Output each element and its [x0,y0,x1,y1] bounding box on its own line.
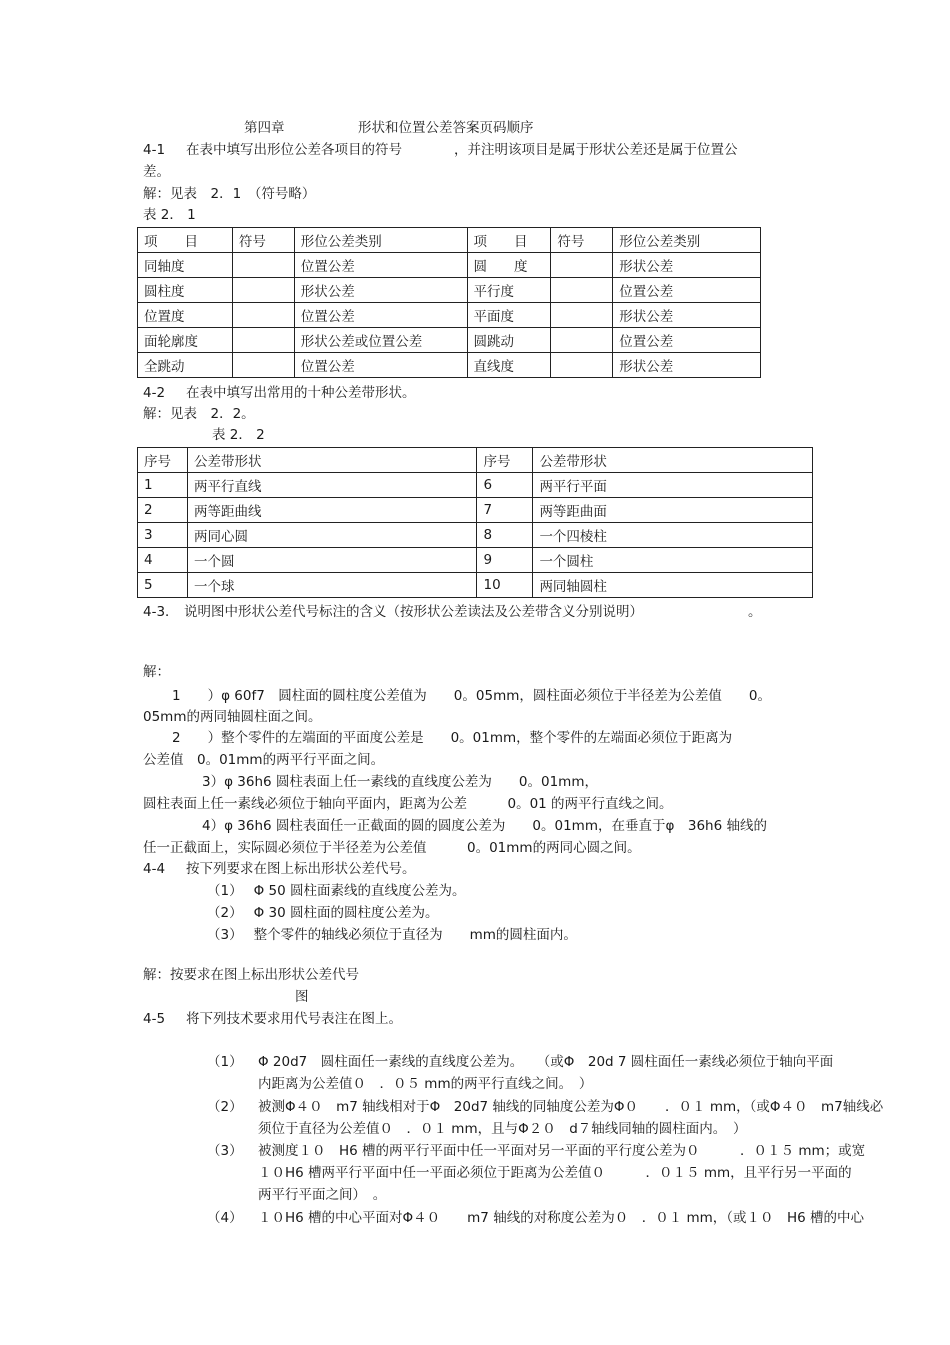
table-row [138,278,761,303]
table-row [138,548,813,573]
table-cell [551,253,613,278]
table-cell: 全跳动 [138,353,233,378]
table-row [138,328,761,353]
header-cell: 序号 [138,448,188,473]
header-cell: 项 目 [467,228,551,253]
table-cell: 两平行直线 [187,473,477,498]
q41-text-cont: ，并注明该项目是属于形状公差还是属于位置公 [454,142,738,158]
table-cell [551,353,613,378]
chapter-title: 形状和位置公差答案页码顺序 [358,120,534,136]
table-cell: 位置公差 [613,328,761,353]
table-cell: 两同心圆 [187,523,477,548]
header-cell: 符号 [551,228,613,253]
q45-item-3-line2: １０H6 槽两平行平面中任一平面必须位于距离为公差值０ ．０１５ mm，且平行另一平面的 [258,1165,852,1181]
table-cell: 圆跳动 [467,328,551,353]
q45-item-1-line1: Φ 20d7 圆柱面任一素线的直线度公差为。 （或Φ 20d 7 圆柱面任一素线必须位于轴向平面 [258,1054,834,1070]
table-row [138,303,761,328]
table-row [138,253,761,278]
table-cell: 一个四棱柱 [533,523,813,548]
q42-number: 4-2 [143,385,166,401]
q44-item-3: （3） 整个零件的轴线必须位于直径为 mm的圆柱面内。 [207,927,577,943]
table-cell: 位置公差 [613,278,761,303]
chapter-number: 第四章 [244,120,285,136]
header-cell: 公差带形状 [533,448,813,473]
table-cell: 位置公差 [294,353,467,378]
q45-text: 将下列技术要求用代号表注在图上。 [186,1011,402,1027]
q43-a4-line1: 4）φ 36h6 圆柱表面任一正截面的圆的圆度公差为 0。01mm，在垂直于φ 36h6 轴线的 [202,818,767,834]
q44-answer: 解：按要求在图上标出形状公差代号 [143,967,359,983]
q43-a1-line2: 05mm的两同轴圆柱面之间。 [143,709,322,725]
table-cell: 3 [138,523,188,548]
table-cell [232,278,294,303]
table-cell: 4 [138,548,188,573]
q42-text: 在表中填写出常用的十种公差带形状。 [186,385,416,401]
table-cell: 位置公差 [294,303,467,328]
table-cell: 平面度 [467,303,551,328]
q43-a4-line2: 任一正截面上，实际圆必须位于半径差为公差值 0。01mm的两同心圆之间。 [143,840,641,856]
header-cell: 公差带形状 [187,448,477,473]
table-row [138,353,761,378]
table-cell: 面轮廓度 [138,328,233,353]
q45-item-4-line1: １０H6 槽的中心平面对Φ４０ m7 轴线的对称度公差为０ ．０１ mm，（或１０ H6 槽的中心 [258,1210,865,1226]
table-cell: 直线度 [467,353,551,378]
q41-text-end: 差。 [143,164,170,180]
table-cell: 两等距曲线 [187,498,477,523]
table-cell: 形状公差 [613,303,761,328]
table-cell: 圆 度 [467,253,551,278]
q41-number: 4-1 [143,142,166,158]
table-header-row [138,448,813,473]
table-cell: 6 [477,473,533,498]
table-cell: 形状公差 [294,278,467,303]
q43-number: 4-3． [143,604,179,620]
q43-answer: 解： [143,664,170,680]
table-cell: 两等距曲面 [533,498,813,523]
q44-number: 4-4 [143,861,166,877]
table-2-1-label: 表 2． 1 [143,207,196,223]
table-cell: 9 [477,548,533,573]
table-cell [232,353,294,378]
q42-answer: 解：见表 2．2。 [143,406,255,422]
table-cell: 2 [138,498,188,523]
q45-item-1-number: （1） [207,1054,243,1070]
table-cell: 位置公差 [294,253,467,278]
table-cell: 形状公差或位置公差 [294,328,467,353]
q43-text-end: 。 [748,604,762,620]
table-cell: 形状公差 [613,353,761,378]
table-cell [551,303,613,328]
table-cell [232,328,294,353]
table-cell: 圆柱度 [138,278,233,303]
table-2-1 [137,227,761,378]
q41-text: 在表中填写出形位公差各项目的符号 [186,142,402,158]
table-row [138,573,813,598]
table-cell: 两平行平面 [533,473,813,498]
q44-item-1: （1） Φ 50 圆柱面素线的直线度公差为。 [207,883,466,899]
table-cell [232,253,294,278]
table-cell: 两同轴圆柱 [533,573,813,598]
table-row [138,523,813,548]
q41-answer: 解：见表 2．1 （符号略） [143,186,316,202]
table-cell: 一个圆柱 [533,548,813,573]
q43-a2-line1: 2 ）整个零件的左端面的平面度公差是 0。01mm，整个零件的左端面必须位于距离为 [172,730,733,746]
q45-number: 4-5 [143,1011,166,1027]
header-cell: 序号 [477,448,533,473]
table-cell: 7 [477,498,533,523]
q45-item-2-line1: 被测Φ４０ m7 轴线相对于Φ 20d7 轴线的同轴度公差为Φ０ ．０１ mm，（或Φ４０ m7轴线必 [258,1099,884,1115]
table-cell: 位置度 [138,303,233,328]
table-cell [551,328,613,353]
q43-a2-line2: 公差值 0。01mm的两平行平面之间。 [143,752,385,768]
header-cell: 形位公差类别 [294,228,467,253]
table-cell [232,303,294,328]
table-cell [551,278,613,303]
table-cell: 5 [138,573,188,598]
table-cell: 一个球 [187,573,477,598]
q45-item-1-line2: 内距离为公差值０ ．０５ mm的两平行直线之间。 ） [258,1076,593,1092]
header-cell: 项 目 [138,228,233,253]
table-cell: 10 [477,573,533,598]
q45-item-3-number: （3） [207,1143,243,1159]
table-2-2-label: 表 2． 2 [212,427,265,443]
table-cell: 1 [138,473,188,498]
q43-a3-line1: 3）φ 36h6 圆柱表面上任一素线的直线度公差为 0。01mm， [202,774,598,790]
q44-item-2: （2） Φ 30 圆柱面的圆柱度公差为。 [207,905,439,921]
q43-a1-line1: 1 ）φ 60f7 圆柱面的圆柱度公差值为 0。05mm，圆柱面必须位于半径差为公差值 0。 [172,688,771,704]
table-cell: 一个圆 [187,548,477,573]
q45-item-3-line1: 被测度１０ H6 槽的两平行平面中任一平面对另一平面的平行度公差为０ ．０１５ mm；或宽 [258,1143,866,1159]
table-header-row [138,228,761,253]
q44-figure-label: 图 [295,989,309,1005]
q44-text: 按下列要求在图上标出形状公差代号。 [186,861,416,877]
q45-item-3-line3: 两平行平面之间） 。 [258,1187,387,1203]
q43-a3-line2: 圆柱表面上任一素线必须位于轴向平面内，距离为公差 0。01 的两平行直线之间。 [143,796,673,812]
table-row [138,498,813,523]
q43-text: 说明图中形状公差代号标注的含义（按形状公差读法及公差带含义分别说明） [184,604,643,620]
table-row [138,473,813,498]
q45-item-4-number: （4） [207,1210,243,1226]
table-2-2 [137,447,813,598]
table-cell: 形状公差 [613,253,761,278]
q45-item-2-line2: 须位于直径为公差值０ ．０１ mm，且与Φ２０ d７轴线同轴的圆柱面内。 ） [258,1121,747,1137]
q45-item-2-number: （2） [207,1099,243,1115]
table-cell: 平行度 [467,278,551,303]
header-cell: 符号 [232,228,294,253]
table-cell: 同轴度 [138,253,233,278]
table-cell: 8 [477,523,533,548]
header-cell: 形位公差类别 [613,228,761,253]
